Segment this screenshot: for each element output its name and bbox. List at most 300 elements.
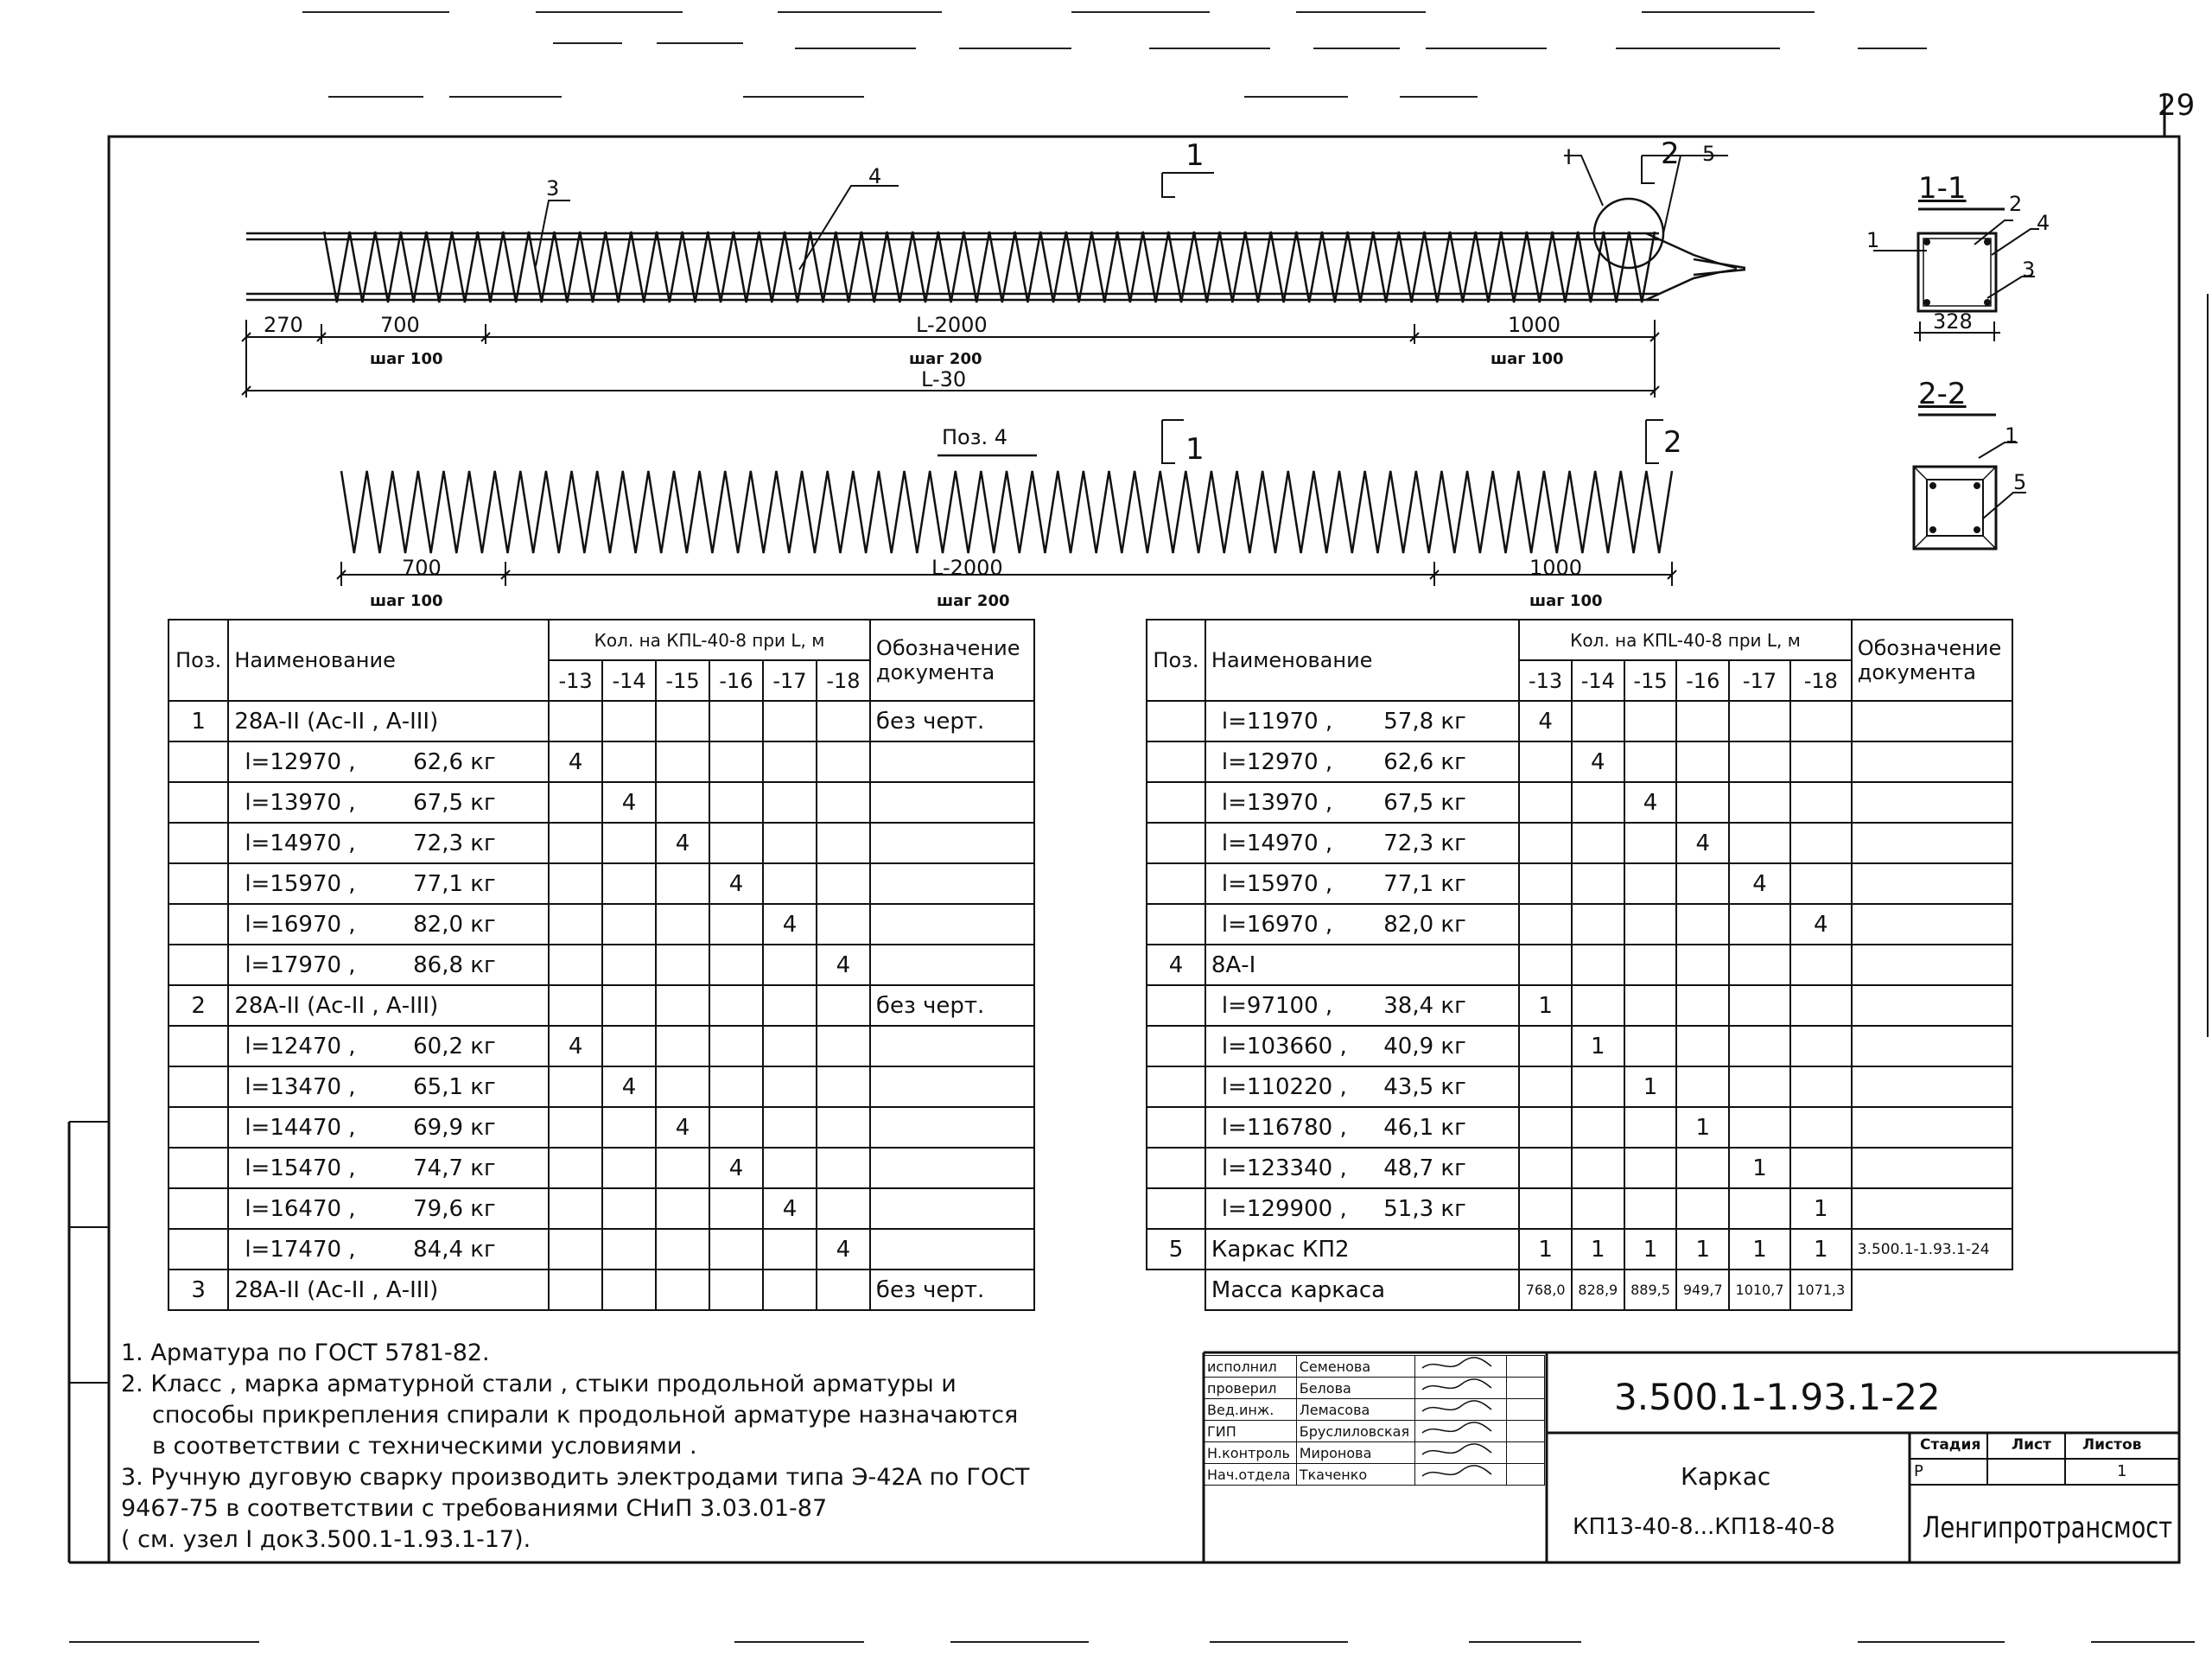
row-name: l=129900 , 51,3 кг [1205, 1188, 1519, 1229]
row-doc [1852, 1107, 2012, 1148]
section-1-1-title: 1-1 [1918, 171, 1967, 206]
qty-cell [1519, 945, 1572, 985]
table-row [1147, 782, 2012, 823]
row-doc [870, 863, 1034, 904]
dim-1000: 1000 [1508, 313, 1561, 337]
qty-cell [1729, 1026, 1790, 1066]
qty-cell: 4 [1624, 782, 1677, 823]
qty-cell [1676, 1188, 1729, 1229]
callout-I: I [1566, 145, 1573, 169]
qty-cell [602, 1148, 656, 1188]
section-2-2-title: 2-2 [1918, 377, 1967, 411]
row-pos [1147, 863, 1205, 904]
row-name: l=13470 , 65,1 кг [228, 1066, 549, 1107]
row-name: l=16970 , 82,0 кг [228, 904, 549, 945]
row-doc [1852, 1026, 2012, 1066]
qty-cell [656, 863, 709, 904]
table-row [168, 863, 1034, 904]
qty-cell [1790, 823, 1852, 863]
dim-1000b: 1000 [1529, 556, 1583, 580]
length-header: -13 [549, 660, 602, 701]
s11-callout-3: 3 [2022, 258, 2036, 282]
row-name: 28А-II (Ас-II , А-III) [228, 1270, 549, 1310]
qty-cell [602, 863, 656, 904]
row-doc: без черт. [870, 1270, 1034, 1310]
qty-cell: 4 [602, 1066, 656, 1107]
qty-cell: 4 [549, 741, 602, 782]
qty-cell [709, 1188, 763, 1229]
qty-cell [1624, 1107, 1677, 1148]
qty-cell [1572, 945, 1624, 985]
qty-cell [709, 985, 763, 1026]
person-name: Миронова [1296, 1442, 1414, 1464]
qty-cell [1519, 1066, 1572, 1107]
note-1: 1. Арматура по ГОСТ 5781-82. [121, 1340, 490, 1366]
table-row [1147, 701, 2012, 741]
sheet-number: 29 [2158, 88, 2196, 123]
row-name: 8А-I [1205, 945, 1519, 985]
qty-cell [549, 1188, 602, 1229]
pos4-title: Поз. 4 [942, 425, 1008, 449]
date [1506, 1378, 1544, 1399]
qty-cell [656, 1229, 709, 1270]
qty-cell [602, 741, 656, 782]
role: проверил [1205, 1378, 1297, 1399]
row-pos [168, 863, 228, 904]
qty-cell [549, 782, 602, 823]
length-header: -16 [709, 660, 763, 701]
qty-cell: 4 [656, 823, 709, 863]
row-pos [168, 904, 228, 945]
qty-cell [763, 1107, 817, 1148]
qty-cell [1676, 985, 1729, 1026]
qty-cell [817, 1188, 870, 1229]
person-name: Семенова [1296, 1356, 1414, 1378]
row-doc [1852, 904, 2012, 945]
stage-value: Р [1914, 1462, 1923, 1480]
qty-cell [1729, 904, 1790, 945]
col-doc: Обозначение документа [870, 620, 1034, 701]
qty-cell [763, 945, 817, 985]
qty-cell [549, 863, 602, 904]
qty-cell [1572, 985, 1624, 1026]
date [1506, 1356, 1544, 1378]
qty-cell [709, 945, 763, 985]
qty-cell [549, 823, 602, 863]
qty-cell [1572, 1148, 1624, 1188]
row-doc: 3.500.1-1.93.1-24 [1852, 1229, 2012, 1270]
item-range: КП13-40-8...КП18-40-8 [1573, 1514, 1835, 1540]
qty-cell [602, 701, 656, 741]
qty-cell [817, 1270, 870, 1310]
qty-cell [763, 782, 817, 823]
spec-table-left [168, 619, 1035, 1311]
length-header: -17 [763, 660, 817, 701]
row-name: l=13970 , 67,5 кг [1205, 782, 1519, 823]
qty-cell: 4 [817, 1229, 870, 1270]
qty-cell [763, 1229, 817, 1270]
qty-cell [549, 1107, 602, 1148]
qty-cell [1729, 1107, 1790, 1148]
row-pos: 3 [168, 1270, 228, 1310]
table-row [168, 985, 1034, 1026]
role: исполнил [1205, 1356, 1297, 1378]
row-name: 28А-II (Ас-II , А-III) [228, 985, 549, 1026]
qty-cell [1519, 823, 1572, 863]
table-row [1147, 1229, 2012, 1270]
row-doc [1852, 1188, 2012, 1229]
qty-cell [656, 1148, 709, 1188]
date [1506, 1442, 1544, 1464]
row-pos [1147, 1148, 1205, 1188]
row-pos [1147, 782, 1205, 823]
qty-cell [817, 1026, 870, 1066]
qty-cell [1676, 1026, 1729, 1066]
qty-cell [1729, 782, 1790, 823]
section-mark-1: 1 [1185, 138, 1205, 173]
mass-value: 949,7 [1676, 1270, 1729, 1310]
row-name: l=15970 , 77,1 кг [1205, 863, 1519, 904]
qty-cell [1572, 701, 1624, 741]
qty-cell [1624, 741, 1677, 782]
step-200-b: шаг 200 [937, 592, 1010, 610]
qty-cell: 4 [763, 1188, 817, 1229]
person-name: Лемасова [1296, 1399, 1414, 1421]
qty-cell [1519, 1026, 1572, 1066]
table-row [168, 945, 1034, 985]
qty-cell [549, 1066, 602, 1107]
section-mark-1b: 1 [1185, 432, 1205, 467]
qty-cell: 4 [1729, 863, 1790, 904]
row-doc [1852, 1066, 2012, 1107]
qty-cell [602, 945, 656, 985]
qty-cell [1624, 904, 1677, 945]
row-pos [168, 1188, 228, 1229]
general-notes [121, 1338, 1029, 1556]
table-row [1147, 863, 2012, 904]
qty-cell [1572, 1066, 1624, 1107]
row-doc: без черт. [870, 985, 1034, 1026]
step-100-left: шаг 100 [370, 350, 443, 368]
row-name: l=15470 , 74,7 кг [228, 1148, 549, 1188]
role: ГИП [1205, 1421, 1297, 1442]
signature-row [1205, 1378, 1545, 1399]
s11-callout-4: 4 [2037, 211, 2050, 235]
qty-cell [1572, 782, 1624, 823]
qty-cell [602, 1188, 656, 1229]
section-1-1-dim: 328 [1933, 309, 1973, 334]
qty-cell: 1 [1624, 1066, 1677, 1107]
row-doc [870, 1229, 1034, 1270]
dim-700b: 700 [402, 556, 442, 580]
row-doc [1852, 1148, 2012, 1188]
length-header: -16 [1676, 660, 1729, 701]
qty-cell [1729, 741, 1790, 782]
mass-value: 768,0 [1519, 1270, 1572, 1310]
col-name: Наименование [1205, 620, 1519, 701]
person-name: Бруслиловская [1296, 1421, 1414, 1442]
row-name: l=103660 , 40,9 кг [1205, 1026, 1519, 1066]
signature-row [1205, 1399, 1545, 1421]
qty-cell [1572, 904, 1624, 945]
qty-cell [763, 701, 817, 741]
qty-cell [549, 1148, 602, 1188]
note-3-cont: 9467-75 в соответствии с требованиями СНиП 3.03.01-87 [121, 1495, 828, 1522]
table-row [168, 1229, 1034, 1270]
spiral-pos4 [341, 455, 1672, 553]
qty-cell [1729, 985, 1790, 1026]
qty-cell [1519, 782, 1572, 823]
qty-cell [1519, 741, 1572, 782]
qty-cell [1624, 863, 1677, 904]
step-100-left-b: шаг 100 [370, 592, 443, 610]
person-name: Ткаченко [1296, 1464, 1414, 1486]
row-name: l=14970 , 72,3 кг [228, 823, 549, 863]
signature [1414, 1378, 1506, 1399]
qty-cell: 1 [1676, 1107, 1729, 1148]
row-pos [1147, 823, 1205, 863]
organization: Ленгипротрансмост [1923, 1511, 2173, 1545]
table-row [168, 1026, 1034, 1066]
row-name: l=14970 , 72,3 кг [1205, 823, 1519, 863]
s22-callout-5: 5 [2013, 470, 2027, 494]
table-row [1147, 741, 2012, 782]
s11-callout-2: 2 [2009, 192, 2023, 216]
mass-value: 828,9 [1572, 1270, 1624, 1310]
note-2-cont: в соответствии с техническими условиями . [152, 1433, 697, 1460]
table-row [168, 1270, 1034, 1310]
row-pos [168, 1148, 228, 1188]
qty-cell [1790, 1066, 1852, 1107]
qty-cell [763, 823, 817, 863]
table-row [168, 782, 1034, 823]
qty-cell: 1 [1519, 985, 1572, 1026]
qty-cell [602, 1229, 656, 1270]
qty-cell [1676, 782, 1729, 823]
qty-cell [709, 823, 763, 863]
item-name: Каркас [1681, 1462, 1771, 1491]
row-doc [1852, 823, 2012, 863]
qty-cell: 4 [1790, 904, 1852, 945]
signature [1414, 1464, 1506, 1486]
qty-cell: 1 [1729, 1148, 1790, 1188]
qty-cell [1624, 823, 1677, 863]
qty-cell [1790, 985, 1852, 1026]
mass-value: 889,5 [1624, 1270, 1677, 1310]
length-header: -13 [1519, 660, 1572, 701]
row-pos [1147, 904, 1205, 945]
row-name: l=17470 , 84,4 кг [228, 1229, 549, 1270]
qty-cell [1572, 1107, 1624, 1148]
qty-cell [1676, 1148, 1729, 1188]
qty-cell [1729, 823, 1790, 863]
date [1506, 1464, 1544, 1486]
qty-cell [549, 985, 602, 1026]
qty-cell [656, 782, 709, 823]
row-name: l=17970 , 86,8 кг [228, 945, 549, 985]
row-doc [870, 782, 1034, 823]
row-doc [1852, 701, 2012, 741]
qty-cell [1519, 904, 1572, 945]
qty-cell [602, 1107, 656, 1148]
qty-cell [763, 1026, 817, 1066]
qty-cell: 1 [1572, 1026, 1624, 1066]
qty-cell [1676, 945, 1729, 985]
s22-callout-1: 1 [2005, 423, 2018, 448]
signature [1414, 1421, 1506, 1442]
qty-cell [1519, 863, 1572, 904]
qty-cell: 4 [656, 1107, 709, 1148]
qty-cell [1790, 741, 1852, 782]
qty-cell [602, 823, 656, 863]
row-name: l=97100 , 38,4 кг [1205, 985, 1519, 1026]
row-name: l=12970 , 62,6 кг [228, 741, 549, 782]
sheet-label: Лист [2012, 1436, 2051, 1454]
qty-cell [602, 904, 656, 945]
row-doc [870, 1026, 1034, 1066]
qty-cell [1572, 863, 1624, 904]
qty-cell [656, 1026, 709, 1066]
table-row [1147, 1148, 2012, 1188]
qty-cell [1676, 904, 1729, 945]
qty-cell [817, 823, 870, 863]
dim-L-2000b: L-2000 [931, 556, 1003, 580]
qty-cell: 1 [1519, 1229, 1572, 1270]
qty-cell [817, 904, 870, 945]
section-mark-2b: 2 [1663, 425, 1682, 460]
length-header: -17 [1729, 660, 1790, 701]
role: Вед.инж. [1205, 1399, 1297, 1421]
row-pos: 5 [1147, 1229, 1205, 1270]
qty-cell [817, 985, 870, 1026]
section-mark-2: 2 [1661, 137, 1680, 171]
row-pos [168, 823, 228, 863]
row-pos [168, 1066, 228, 1107]
qty-cell [817, 701, 870, 741]
sheets-value: 1 [2117, 1462, 2127, 1480]
qty-cell [817, 1066, 870, 1107]
row-doc [870, 823, 1034, 863]
role: Нач.отдела [1205, 1464, 1297, 1486]
row-pos [1147, 1188, 1205, 1229]
dim-L-30: L-30 [921, 367, 967, 391]
signature [1414, 1356, 1506, 1378]
table-row [168, 1188, 1034, 1229]
qty-cell: 4 [763, 904, 817, 945]
qty-cell [656, 904, 709, 945]
dim-270: 270 [264, 313, 303, 337]
qty-cell [656, 945, 709, 985]
qty-cell [656, 1188, 709, 1229]
row-pos: 1 [168, 701, 228, 741]
qty-cell [656, 701, 709, 741]
signature-row [1205, 1356, 1545, 1378]
table-row [1147, 1107, 2012, 1148]
table-row [1147, 1188, 2012, 1229]
qty-cell [656, 1270, 709, 1310]
qty-cell [709, 701, 763, 741]
qty-cell [656, 741, 709, 782]
row-doc [870, 904, 1034, 945]
table-row [168, 701, 1034, 741]
row-pos [168, 1107, 228, 1148]
signature [1414, 1442, 1506, 1464]
table-row [168, 904, 1034, 945]
qty-cell [763, 1148, 817, 1188]
table-row [1147, 904, 2012, 945]
qty-cell [1519, 1107, 1572, 1148]
qty-cell [1790, 782, 1852, 823]
signature-row [1205, 1442, 1545, 1464]
row-name: l=14470 , 69,9 кг [228, 1107, 549, 1148]
row-pos [1147, 1026, 1205, 1066]
callout-4: 4 [868, 164, 882, 188]
signature-table [1204, 1355, 1545, 1486]
qty-cell [1790, 863, 1852, 904]
date [1506, 1399, 1544, 1421]
dim-700: 700 [380, 313, 420, 337]
signature-row [1205, 1464, 1545, 1486]
row-name: Каркас КП2 [1205, 1229, 1519, 1270]
callout-3: 3 [546, 176, 560, 200]
row-pos [168, 1229, 228, 1270]
qty-cell [1790, 701, 1852, 741]
qty-cell: 1 [1572, 1229, 1624, 1270]
qty-cell [1790, 1148, 1852, 1188]
row-pos [168, 782, 228, 823]
row-name: l=16970 , 82,0 кг [1205, 904, 1519, 945]
qty-cell [763, 1066, 817, 1107]
doc-code: 3.500.1-1.93.1-22 [1614, 1376, 1941, 1418]
row-name: l=13970 , 67,5 кг [228, 782, 549, 823]
col-pos: Поз. [168, 620, 228, 701]
qty-cell [1676, 863, 1729, 904]
qty-cell [763, 985, 817, 1026]
row-pos: 4 [1147, 945, 1205, 985]
col-pos: Поз. [1147, 620, 1205, 701]
qty-cell [1729, 945, 1790, 985]
qty-cell [817, 1148, 870, 1188]
table-row [168, 1148, 1034, 1188]
step-100-right-b: шаг 100 [1529, 592, 1603, 610]
qty-cell [602, 1270, 656, 1310]
length-header: -14 [602, 660, 656, 701]
mass-value: 1071,3 [1790, 1270, 1852, 1310]
qty-cell [1572, 823, 1624, 863]
table-row [168, 741, 1034, 782]
qty-cell [817, 863, 870, 904]
length-header: -14 [1572, 660, 1624, 701]
table-row [168, 1107, 1034, 1148]
qty-cell [1729, 701, 1790, 741]
qty-cell: 4 [1572, 741, 1624, 782]
qty-cell [709, 1229, 763, 1270]
qty-cell [1624, 1148, 1677, 1188]
step-100-right: шаг 100 [1491, 350, 1564, 368]
row-doc [870, 1148, 1034, 1188]
note-2: 2. Класс , марка арматурной стали , стыки продольной арматуры и [121, 1371, 957, 1397]
qty-cell [817, 782, 870, 823]
row-pos [1147, 1066, 1205, 1107]
row-doc [1852, 741, 2012, 782]
date [1506, 1421, 1544, 1442]
signature [1414, 1399, 1506, 1421]
qty-cell [1519, 1188, 1572, 1229]
qty-cell [1572, 1188, 1624, 1229]
row-doc [870, 1107, 1034, 1148]
spec-table-right [1146, 619, 2013, 1311]
qty-cell [602, 985, 656, 1026]
